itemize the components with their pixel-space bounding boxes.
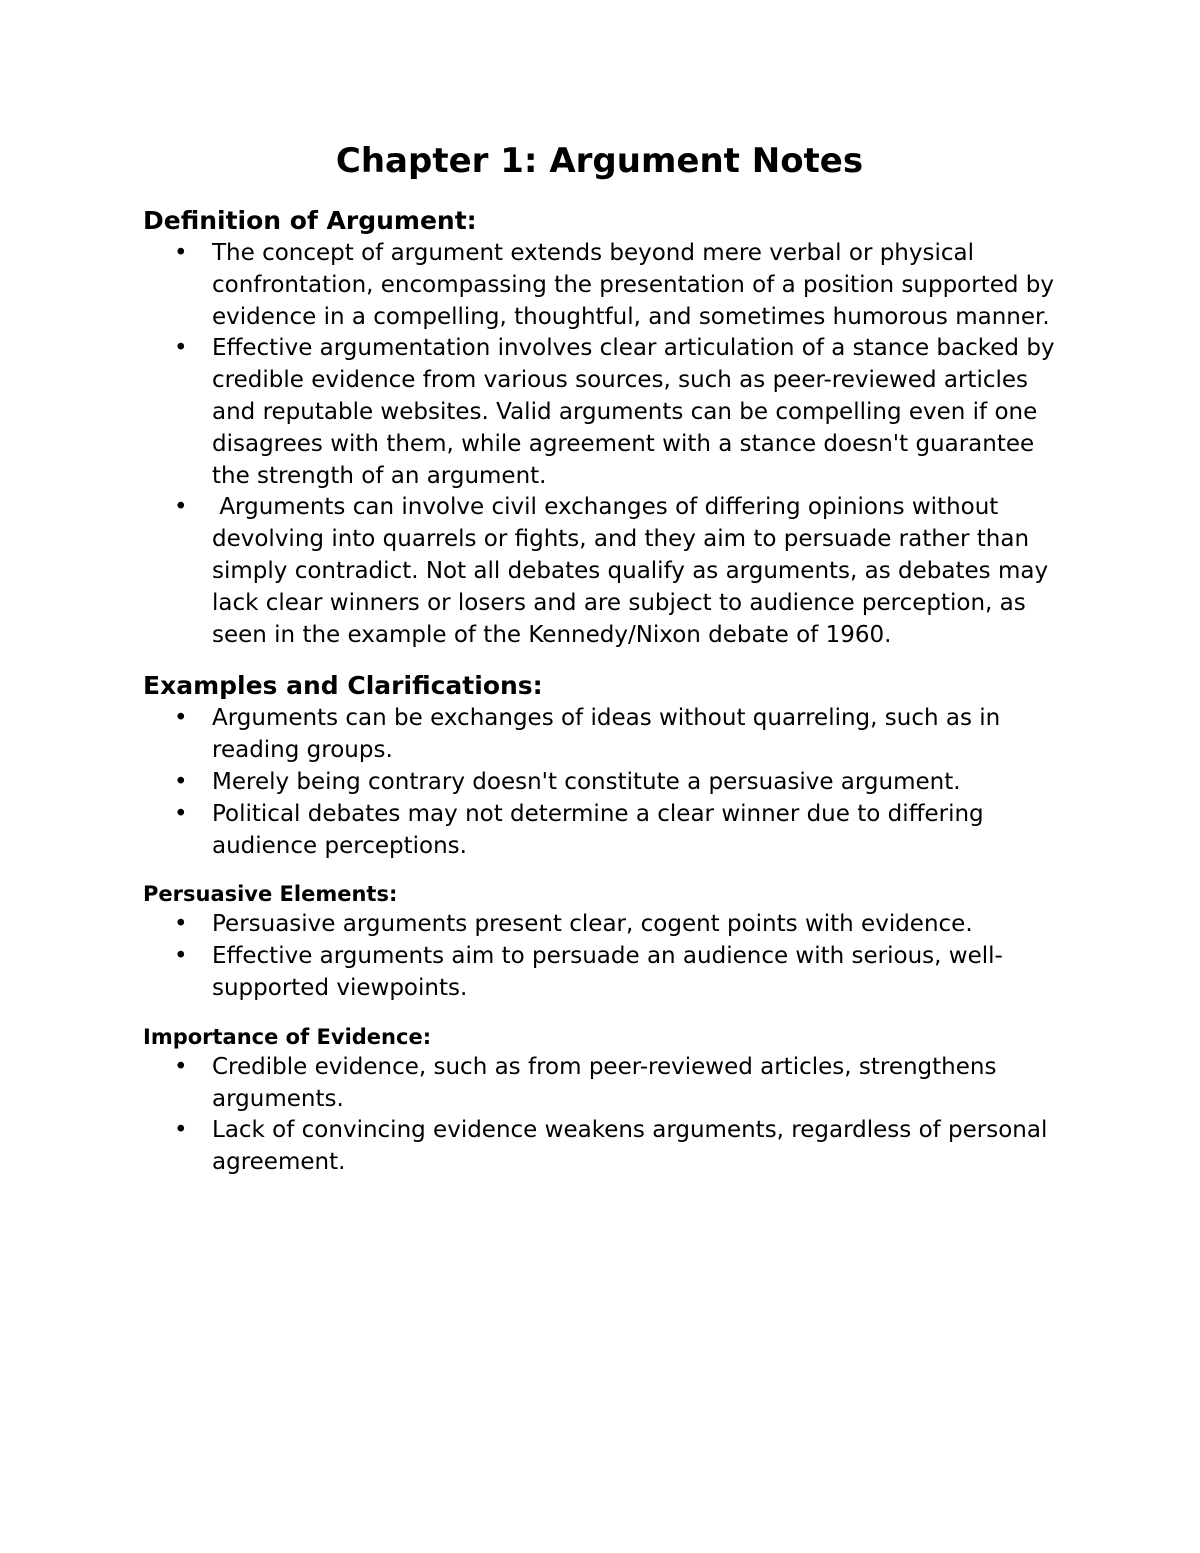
list-item-text: Lack of convincing evidence weakens arguments, regardless of personal agreement. — [212, 1117, 1048, 1176]
list-item — [143, 767, 1070, 799]
persuasive-list — [143, 909, 1070, 1004]
list-item-text: Arguments can involve civil exchanges of differing opinions without devolving into quarrels or fights, and they aim to persuade rather than simply contradict. Not all debates qualify as arguments, as debates may lack clear winners or losers and are subject to audience perception, as seen in the example of the Kennedy/Nixon debate of 1960. — [212, 494, 1056, 648]
bullet-icon: • — [174, 1053, 188, 1080]
examples-list — [143, 703, 1070, 862]
list-item-text: Persuasive arguments present clear, cogent points with evidence. — [212, 911, 973, 938]
bullet-icon: • — [174, 705, 188, 732]
list-item — [143, 1052, 1070, 1116]
list-item-text: Political debates may not determine a clear winner due to differing audience perceptions. — [212, 800, 984, 859]
list-item — [143, 1115, 1070, 1179]
list-item — [143, 238, 1070, 333]
list-item-text: Merely being contrary doesn't constitute a persuasive argument. — [212, 768, 961, 795]
definition-list — [143, 238, 1070, 651]
list-item — [143, 909, 1070, 941]
list-item — [143, 941, 1070, 1005]
bullet-icon: • — [174, 240, 188, 266]
page-title: Chapter 1: Argument Notes — [335, 141, 864, 181]
list-item-text: Effective argumentation involves clear articulation of a stance backed by credible evidence from various sources, such as peer-reviewed articles and reputable websites. Valid arguments can be compelling even if one disagrees with them, while agreement with a stance doesn't guarantee the strength of an argument. — [212, 335, 1055, 489]
bullet-icon: • — [174, 494, 188, 521]
section-heading-persuasive: Persuasive Elements: — [143, 882, 398, 907]
section-heading-examples: Examples and Clarifications: — [143, 671, 543, 701]
list-item-text: The concept of argument extends beyond mere verbal or physical confrontation, encompassing the presentation of a position supported by evidence in a compelling, thoughtful, and sometimes humorous manner. — [212, 240, 1054, 330]
list-item-text: Effective arguments aim to persuade an audience with serious, well-supported viewpoints. — [212, 943, 1003, 1001]
bullet-icon: • — [174, 943, 188, 970]
section-heading-evidence: Importance of Evidence: — [143, 1024, 432, 1049]
bullet-icon: • — [174, 800, 188, 827]
evidence-list — [143, 1052, 1070, 1179]
bullet-icon: • — [174, 768, 188, 795]
bullet-icon: • — [174, 1117, 188, 1144]
bullet-icon: • — [174, 911, 188, 938]
list-item-text: Arguments can be exchanges of ideas without quarreling, such as in reading groups. — [212, 705, 1001, 764]
list-item — [143, 703, 1070, 767]
list-item — [143, 799, 1070, 863]
bullet-icon: • — [174, 335, 188, 362]
list-item-text: Credible evidence, such as from peer-reviewed articles, strengthens arguments. — [212, 1053, 997, 1112]
list-item — [143, 333, 1070, 492]
list-item — [143, 492, 1070, 651]
section-heading-definition: Definition of Argument: — [143, 206, 477, 235]
